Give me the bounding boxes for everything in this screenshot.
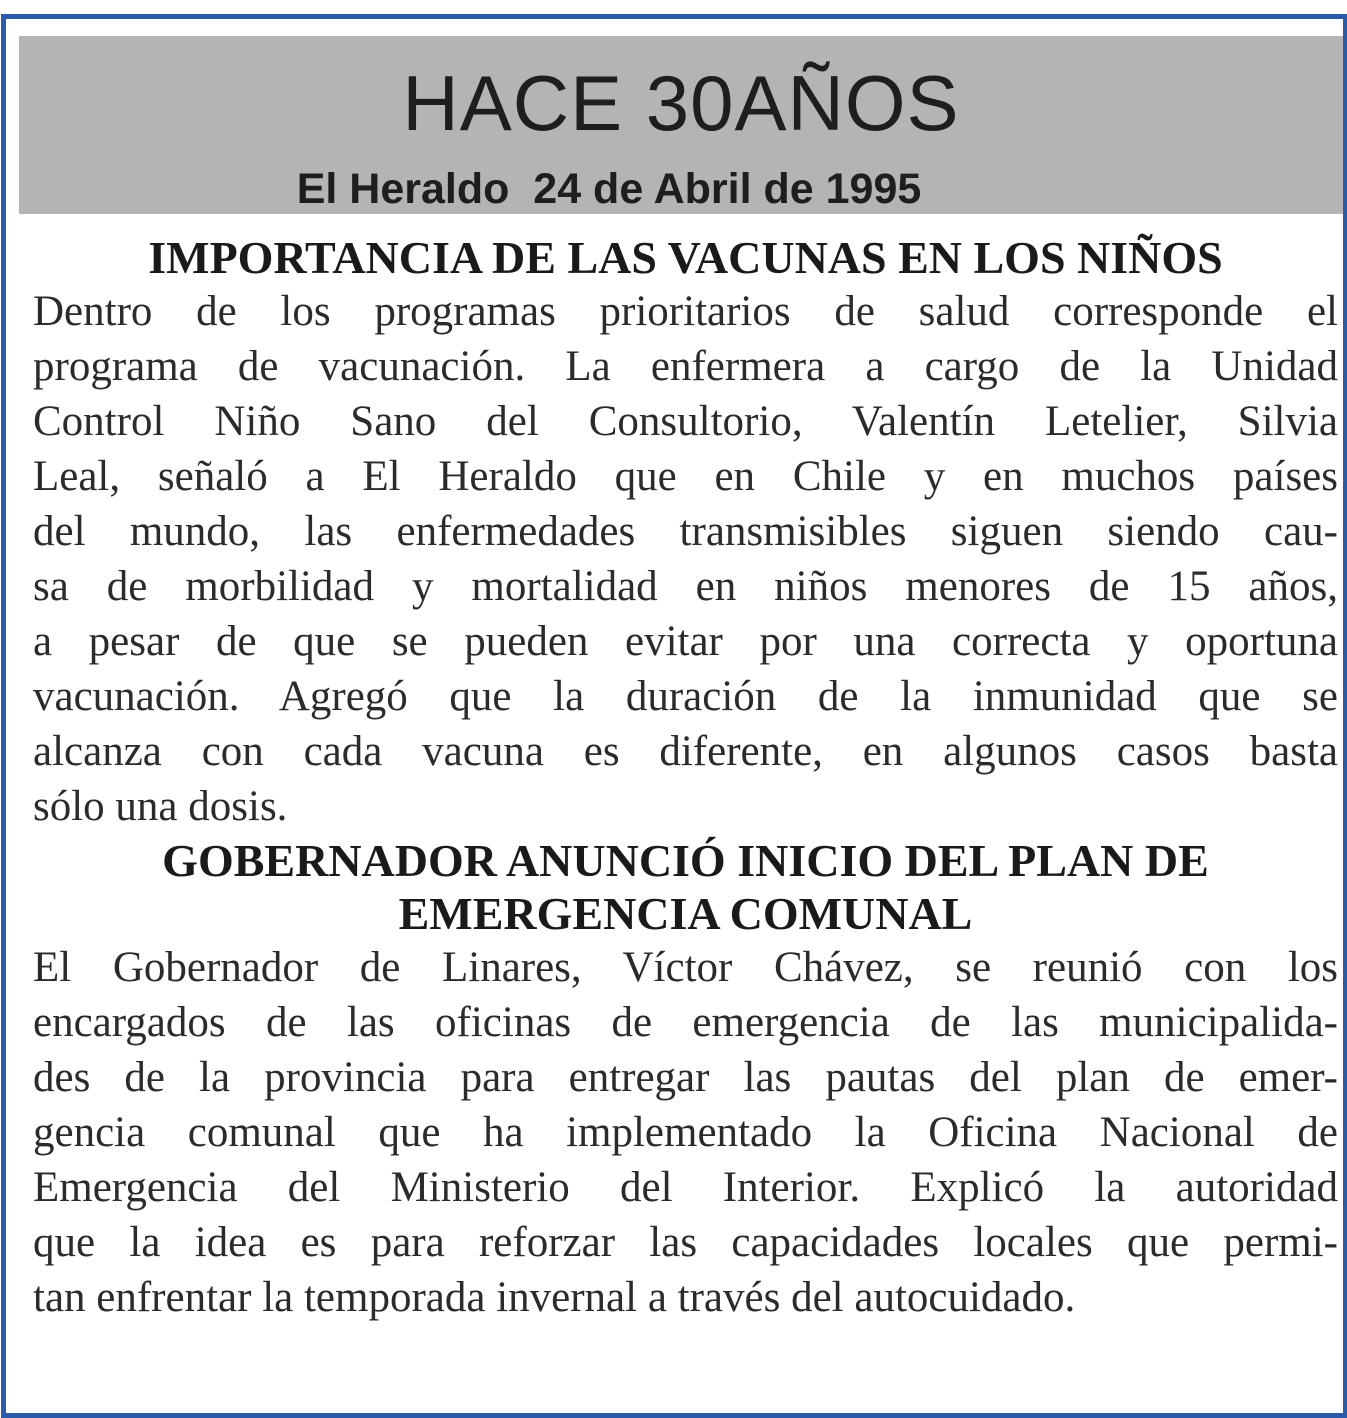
body-line: sólo una dosis.: [33, 783, 288, 830]
body-line: Leal, señaló a El Heraldo que en Chile y en muchos países: [33, 453, 1338, 500]
body-line: alcanza con cada vacuna es diferente, en algunos casos basta: [33, 728, 1338, 775]
article-headline: IMPORTANCIA DE LAS VACUNAS EN LOS NIÑOS: [148, 232, 1223, 283]
body-line: programa de vacunación. La enfermera a cargo de la Unidad: [33, 343, 1338, 390]
body-line: El Gobernador de Linares, Víctor Chávez, se reunió con los: [33, 944, 1338, 991]
article-headline: [33, 834, 1338, 940]
body-line: que la idea es para reforzar las capacidades locales que permi-: [33, 1219, 1338, 1266]
article-content: [33, 231, 1338, 1325]
headline-line: GOBERNADOR ANUNCIÓ INICIO DEL PLAN DE: [162, 835, 1209, 886]
body-line: Control Niño Sano del Consultorio, Valentín Letelier, Silvia: [33, 398, 1338, 445]
article-body: [33, 940, 1338, 1325]
body-line: Emergencia del Ministerio del Interior. Explicó la autoridad: [33, 1164, 1338, 1211]
body-line: encargados de las oficinas de emergencia de las municipalida-: [33, 999, 1338, 1046]
body-line: a pesar de que se pueden evitar por una correcta y oportuna: [33, 618, 1338, 665]
publication-date: El Heraldo 24 de Abril de 1995: [296, 165, 922, 213]
body-line: gencia comunal que ha implementado la Oficina Nacional de: [33, 1109, 1338, 1156]
article-body: [33, 284, 1338, 834]
body-line: Dentro de los programas prioritarios de salud corresponde el: [33, 288, 1338, 335]
article-frame: [1, 14, 1347, 1418]
page-title: HACE 30AÑOS: [402, 59, 960, 147]
body-line: vacunación. Agregó que la duración de la inmunidad que se: [33, 673, 1338, 720]
body-line: del mundo, las enfermedades transmisibles siguen siendo cau-: [33, 508, 1338, 555]
headline-line: EMERGENCIA COMUNAL: [398, 888, 973, 939]
header-banner: [19, 36, 1343, 214]
body-line: tan enfrentar la temporada invernal a través del autocuidado.: [33, 1274, 1076, 1321]
body-line: des de la provincia para entregar las pautas del plan de emer-: [33, 1054, 1338, 1101]
body-line: sa de morbilidad y mortalidad en niños menores de 15 años,: [33, 563, 1338, 610]
